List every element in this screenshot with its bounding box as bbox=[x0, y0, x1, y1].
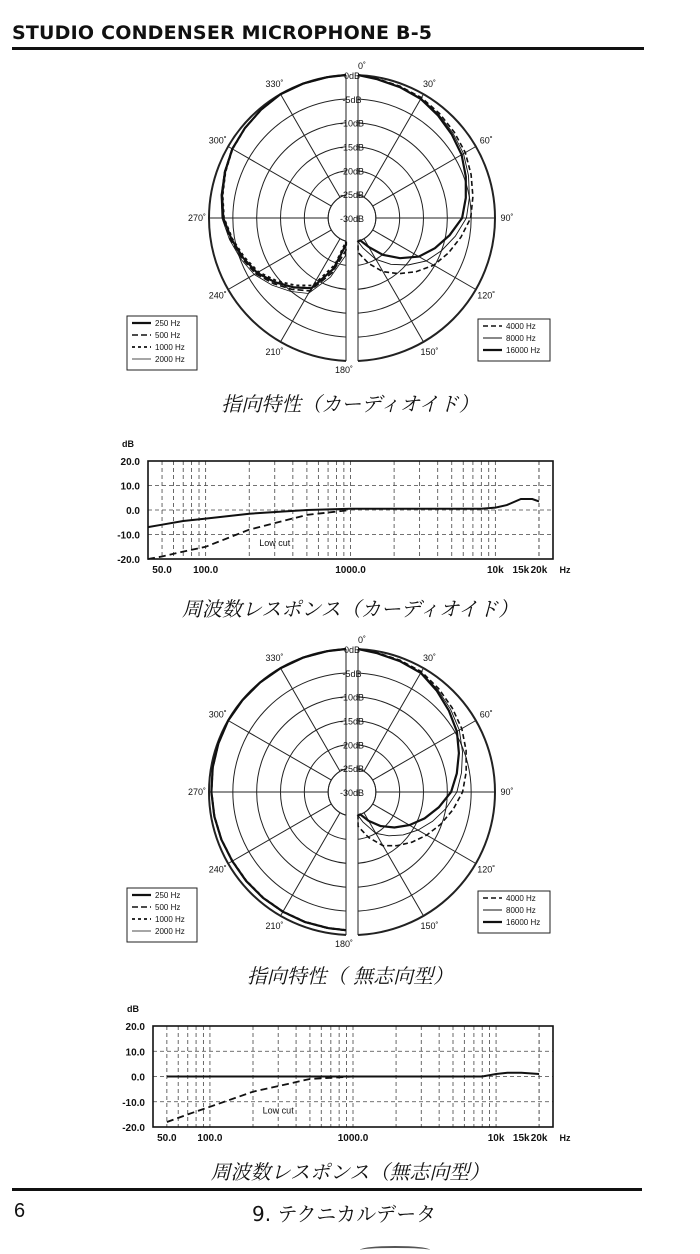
x-tick-label: 1000.0 bbox=[337, 1133, 369, 1144]
x-tick-label: 100.0 bbox=[193, 565, 219, 576]
legend-label: 250 Hz bbox=[155, 319, 181, 328]
angle-label: 330˚ bbox=[265, 78, 284, 89]
angle-label: 90˚ bbox=[500, 787, 514, 797]
angle-label: 240˚ bbox=[208, 290, 227, 301]
legend-label: 8000 Hz bbox=[506, 334, 536, 343]
ring-label: -20dB bbox=[339, 740, 365, 751]
legend-label: 16000 Hz bbox=[506, 918, 541, 927]
low-cut-annotation: Low cut bbox=[259, 537, 291, 548]
legend-label: 4000 Hz bbox=[506, 894, 536, 903]
ring-label: -30dB bbox=[339, 214, 365, 224]
legend-label: 250 Hz bbox=[155, 891, 181, 900]
legend-label: 1000 Hz bbox=[155, 915, 185, 924]
x-tick-label: 50.0 bbox=[157, 1133, 177, 1144]
y-tick-label: -10.0 bbox=[122, 1097, 145, 1109]
legend-label: 4000 Hz bbox=[506, 322, 536, 331]
angle-label: 210˚ bbox=[265, 347, 284, 358]
legend-label: 2000 Hz bbox=[155, 355, 185, 364]
y-tick-label: 20.0 bbox=[125, 1022, 145, 1033]
angle-label: 90˚ bbox=[500, 213, 514, 223]
angle-label: 150˚ bbox=[420, 347, 439, 358]
ring-label: 0dB bbox=[343, 645, 361, 655]
caption-frequency-cardioid: 周波数レスポンス（カーディオイド） bbox=[181, 597, 519, 621]
x-axis-unit: Hz bbox=[559, 1133, 571, 1143]
ring-label: -25dB bbox=[339, 190, 365, 201]
caption-polar-omni: 指向特性（ 無志向型） bbox=[246, 964, 454, 988]
angle-label: 240˚ bbox=[208, 864, 227, 875]
ring-label: -25dB bbox=[339, 764, 365, 775]
angle-label: 30˚ bbox=[422, 78, 437, 89]
ring-label: -5dB bbox=[342, 94, 362, 105]
x-tick-label: 1000.0 bbox=[335, 565, 366, 576]
x-tick-label: 10k bbox=[487, 1133, 505, 1144]
angle-label: 0˚ bbox=[357, 635, 367, 645]
legend-label: 2000 Hz bbox=[155, 927, 185, 936]
angle-label: 270˚ bbox=[187, 787, 207, 797]
y-tick-label: 0.0 bbox=[131, 1072, 145, 1084]
y-axis-unit: dB bbox=[127, 1004, 139, 1014]
page-title: STUDIO CONDENSER MICROPHONE B-5 bbox=[12, 22, 433, 44]
ring-label: -15dB bbox=[339, 716, 365, 727]
angle-label: 30˚ bbox=[422, 652, 437, 663]
ring-label: -15dB bbox=[339, 142, 365, 153]
low-cut-curve bbox=[167, 1077, 353, 1123]
legend-label: 500 Hz bbox=[155, 903, 181, 912]
ring-label: -10dB bbox=[339, 692, 365, 703]
angle-label: 180˚ bbox=[334, 939, 354, 949]
response-curve bbox=[167, 1073, 539, 1077]
y-axis-unit: dB bbox=[122, 439, 134, 449]
section-title: 9. テクニカルデータ bbox=[252, 1202, 437, 1226]
angle-label: 210˚ bbox=[265, 921, 284, 932]
angle-label: 270˚ bbox=[187, 213, 207, 223]
ring-label: -10dB bbox=[339, 118, 365, 129]
angle-label: 120˚ bbox=[477, 864, 496, 875]
y-tick-label: -20.0 bbox=[117, 555, 140, 566]
y-tick-label: -20.0 bbox=[122, 1123, 145, 1134]
page-number: 6 bbox=[14, 1200, 26, 1222]
legend-label: 8000 Hz bbox=[506, 906, 536, 915]
x-axis-unit: Hz bbox=[559, 565, 571, 575]
angle-label: 330˚ bbox=[265, 652, 284, 663]
angle-label: 300˚ bbox=[208, 709, 227, 720]
angle-label: 60˚ bbox=[479, 709, 493, 720]
angle-label: 180˚ bbox=[334, 365, 354, 375]
angle-label: 60˚ bbox=[479, 135, 493, 146]
x-tick-label: 100.0 bbox=[197, 1133, 223, 1144]
angle-label: 300˚ bbox=[208, 135, 227, 146]
x-tick-label: 50.0 bbox=[152, 565, 172, 576]
footer-rule bbox=[12, 1188, 642, 1191]
x-tick-label: 10k bbox=[487, 565, 504, 576]
x-tick-label: 20k bbox=[530, 1133, 548, 1144]
angle-label: 120˚ bbox=[477, 290, 496, 301]
caption-frequency-omni: 周波数レスポンス（無志向型） bbox=[210, 1160, 490, 1184]
angle-label: 150˚ bbox=[420, 921, 439, 932]
x-tick-label: 15k bbox=[512, 565, 530, 576]
y-tick-label: 10.0 bbox=[120, 481, 140, 493]
y-tick-label: 20.0 bbox=[120, 457, 140, 468]
angle-label: 0˚ bbox=[357, 61, 367, 71]
legend-label: 16000 Hz bbox=[506, 346, 541, 355]
legend-label: 500 Hz bbox=[155, 331, 181, 340]
ring-label: 0dB bbox=[343, 71, 361, 81]
x-tick-label: 15k bbox=[512, 1133, 530, 1144]
low-cut-annotation: Low cut bbox=[262, 1105, 294, 1116]
y-tick-label: 0.0 bbox=[126, 506, 140, 517]
legend-label: 1000 Hz bbox=[155, 343, 185, 352]
ring-label: -30dB bbox=[339, 788, 365, 798]
x-tick-label: 20k bbox=[530, 565, 548, 576]
ring-label: -20dB bbox=[339, 166, 365, 177]
ring-label: -5dB bbox=[342, 668, 362, 679]
caption-polar-cardioid: 指向特性（カーディオイド） bbox=[221, 392, 479, 416]
y-tick-label: 10.0 bbox=[125, 1047, 145, 1059]
y-tick-label: -10.0 bbox=[117, 530, 140, 542]
